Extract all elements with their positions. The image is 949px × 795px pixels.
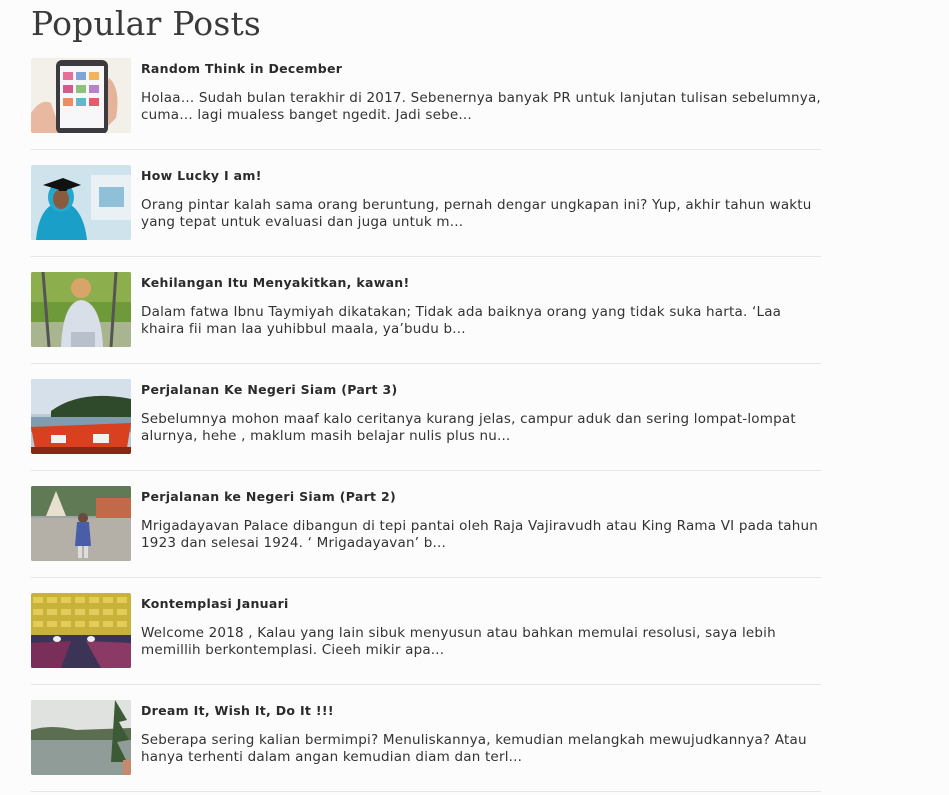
popular-posts-list: [31, 58, 821, 795]
post-thumbnail-link[interactable]: [31, 486, 131, 561]
phone-in-hand-photo-icon: [31, 58, 131, 133]
post-title-link[interactable]: How Lucky I am!: [141, 168, 262, 183]
post-title-link[interactable]: Random Think in December: [141, 61, 343, 76]
palace-garden-photo-icon: [31, 486, 131, 561]
post-title-link[interactable]: Kontemplasi Januari: [141, 596, 289, 611]
list-item: [31, 379, 821, 471]
post-snippet: Sebelumnya mohon maaf kalo ceritanya kurang jelas, campur aduk dan sering lompat-lompat alurnya, hehe , maklum masih belajar nulis plus nu...: [141, 411, 796, 444]
post-thumbnail-link[interactable]: [31, 272, 131, 347]
post-title-link[interactable]: Perjalanan Ke Negeri Siam (Part 3): [141, 382, 398, 397]
post-snippet: Mrigadayavan Palace dibangun di tepi pantai oleh Raja Vajiravudh atau King Rama VI pada tahun 1923 dan selesai 1924. ‘ Mrigadayavan’ b...: [141, 518, 819, 551]
post-snippet: Welcome 2018 , Kalau yang lain sibuk menyusun atau bahkan memulai resolusi, saya lebih memillih berkontemplasi. Cieeh mikir apa...: [141, 625, 776, 658]
boat-at-sea-photo-icon: [31, 379, 131, 454]
post-thumbnail-link[interactable]: [31, 165, 131, 240]
stadium-seats-photo-icon: [31, 593, 131, 668]
list-item: [31, 486, 821, 578]
post-thumbnail-link[interactable]: [31, 379, 131, 454]
post-snippet: Holaa… Sudah bulan terakhir di 2017. Sebenernya banyak PR untuk lanjutan tulisan sebelumnya, cuma… lagi mualess banget ngedit. Jadi sebe...: [141, 90, 821, 123]
list-item: [31, 593, 821, 685]
list-item: [31, 272, 821, 364]
child-on-swing-photo-icon: [31, 272, 131, 347]
post-thumbnail-link[interactable]: [31, 700, 131, 775]
list-item: [31, 165, 821, 257]
post-title-link[interactable]: Dream It, Wish It, Do It !!!: [141, 703, 334, 718]
lake-landscape-photo-icon: [31, 700, 131, 775]
graduate-portrait-photo-icon: [31, 165, 131, 240]
list-item: [31, 700, 821, 792]
post-title-link[interactable]: Kehilangan Itu Menyakitkan, kawan!: [141, 275, 410, 290]
post-snippet: Dalam fatwa Ibnu Taymiyah dikatakan; Tidak ada baiknya orang yang tidak suka harta. ‘Laa khaira fii man laa yuhibbul maala, ya’budu b...: [141, 304, 782, 337]
post-thumbnail-link[interactable]: [31, 58, 131, 133]
post-snippet: Orang pintar kalah sama orang beruntung, pernah dengar ungkapan ini? Yup, akhir tahun waktu yang tepat untuk evaluasi dan juga untuk m...: [141, 197, 812, 230]
widget-title: Popular Posts: [31, 4, 262, 43]
post-title-link[interactable]: Perjalanan ke Negeri Siam (Part 2): [141, 489, 396, 504]
list-item: [31, 58, 821, 150]
post-thumbnail-link[interactable]: [31, 593, 131, 668]
post-snippet: Seberapa sering kalian bermimpi? Menuliskannya, kemudian melangkah mewujudkannya? Atau hanya terhenti dalam angan kemudian diam dan terl...: [141, 732, 807, 765]
